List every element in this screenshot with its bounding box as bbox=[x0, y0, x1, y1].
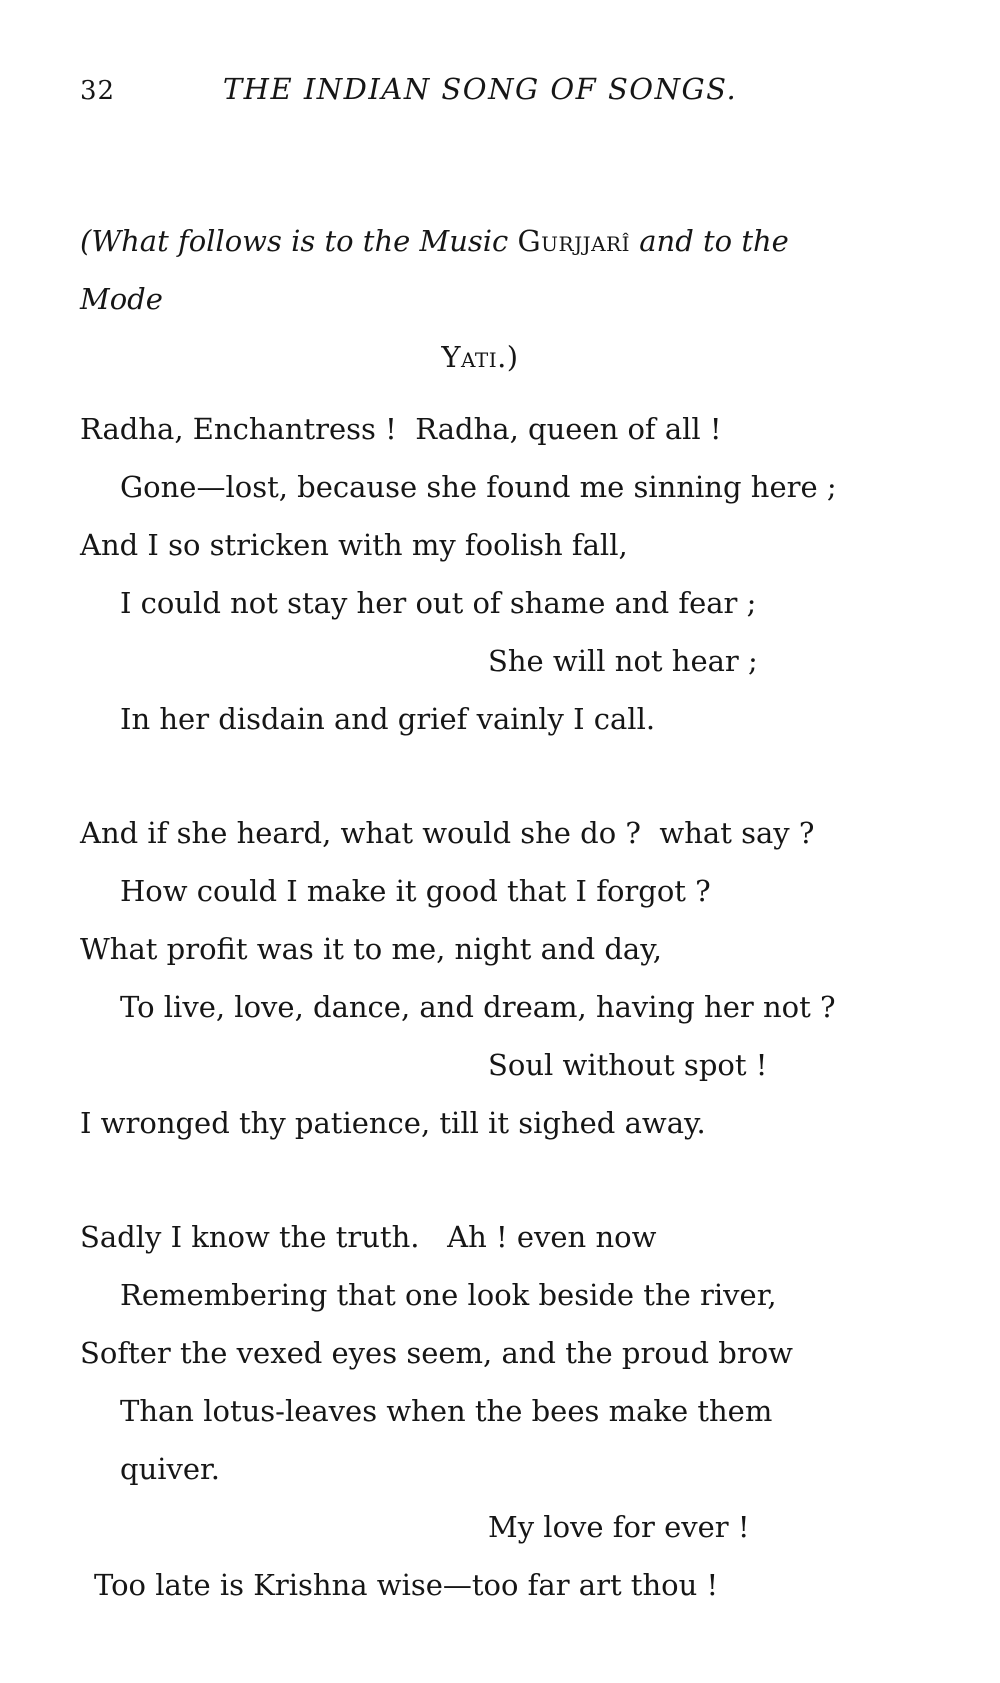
stanza-2 bbox=[80, 804, 880, 1152]
poem-refrain-line: Soul without spot ! bbox=[488, 1048, 768, 1082]
heading-prefix: (What follows is to the Music bbox=[80, 224, 518, 258]
poem-line: Sadly I know the truth. Ah ! even now bbox=[80, 1220, 657, 1254]
poem-line: Gone—lost, because she found me sinning here ; bbox=[120, 470, 837, 504]
music-mode-heading bbox=[80, 212, 880, 386]
stanza-3 bbox=[80, 1208, 880, 1614]
mode-name: Yati.) bbox=[441, 340, 519, 374]
heading-line-2 bbox=[80, 328, 880, 386]
poem-refrain-line: She will not hear ; bbox=[488, 644, 758, 678]
poem-line: And I so stricken with my foolish fall, bbox=[80, 528, 628, 562]
poem-line: To live, love, dance, and dream, having her not ? bbox=[120, 990, 836, 1024]
poem-line: In her disdain and grief vainly I call. bbox=[120, 702, 656, 736]
poem-line: What profit was it to me, night and day, bbox=[80, 932, 662, 966]
page-number: 32 bbox=[80, 76, 116, 106]
poem-line: Remembering that one look beside the river, bbox=[120, 1278, 777, 1312]
poem bbox=[80, 400, 880, 1614]
running-title: THE INDIAN SONG OF SONGS. bbox=[222, 72, 738, 106]
poem-line: I wronged thy patience, till it sighed away. bbox=[80, 1106, 706, 1140]
heading-middle: and to the Mode bbox=[80, 224, 789, 316]
poem-line: Too late is Krishna wise—too far art thou ! bbox=[94, 1568, 719, 1602]
poem-refrain-line: My love for ever ! bbox=[488, 1510, 750, 1544]
poem-line: Radha, Enchantress ! Radha, queen of all ! bbox=[80, 412, 722, 446]
poem-line: And if she heard, what would she do ? what say ? bbox=[80, 816, 815, 850]
poem-line: How could I make it good that I forgot ? bbox=[120, 874, 711, 908]
poem-line: Softer the vexed eyes seem, and the proud brow bbox=[80, 1336, 793, 1370]
page-header bbox=[80, 72, 880, 112]
poem-line: Than lotus-leaves when the bees make them quiver. bbox=[120, 1394, 782, 1486]
stanza-1 bbox=[80, 400, 880, 748]
poem-line: I could not stay her out of shame and fear ; bbox=[120, 586, 757, 620]
heading-line-1 bbox=[80, 212, 880, 328]
music-name: Gurjjarî bbox=[517, 224, 631, 258]
